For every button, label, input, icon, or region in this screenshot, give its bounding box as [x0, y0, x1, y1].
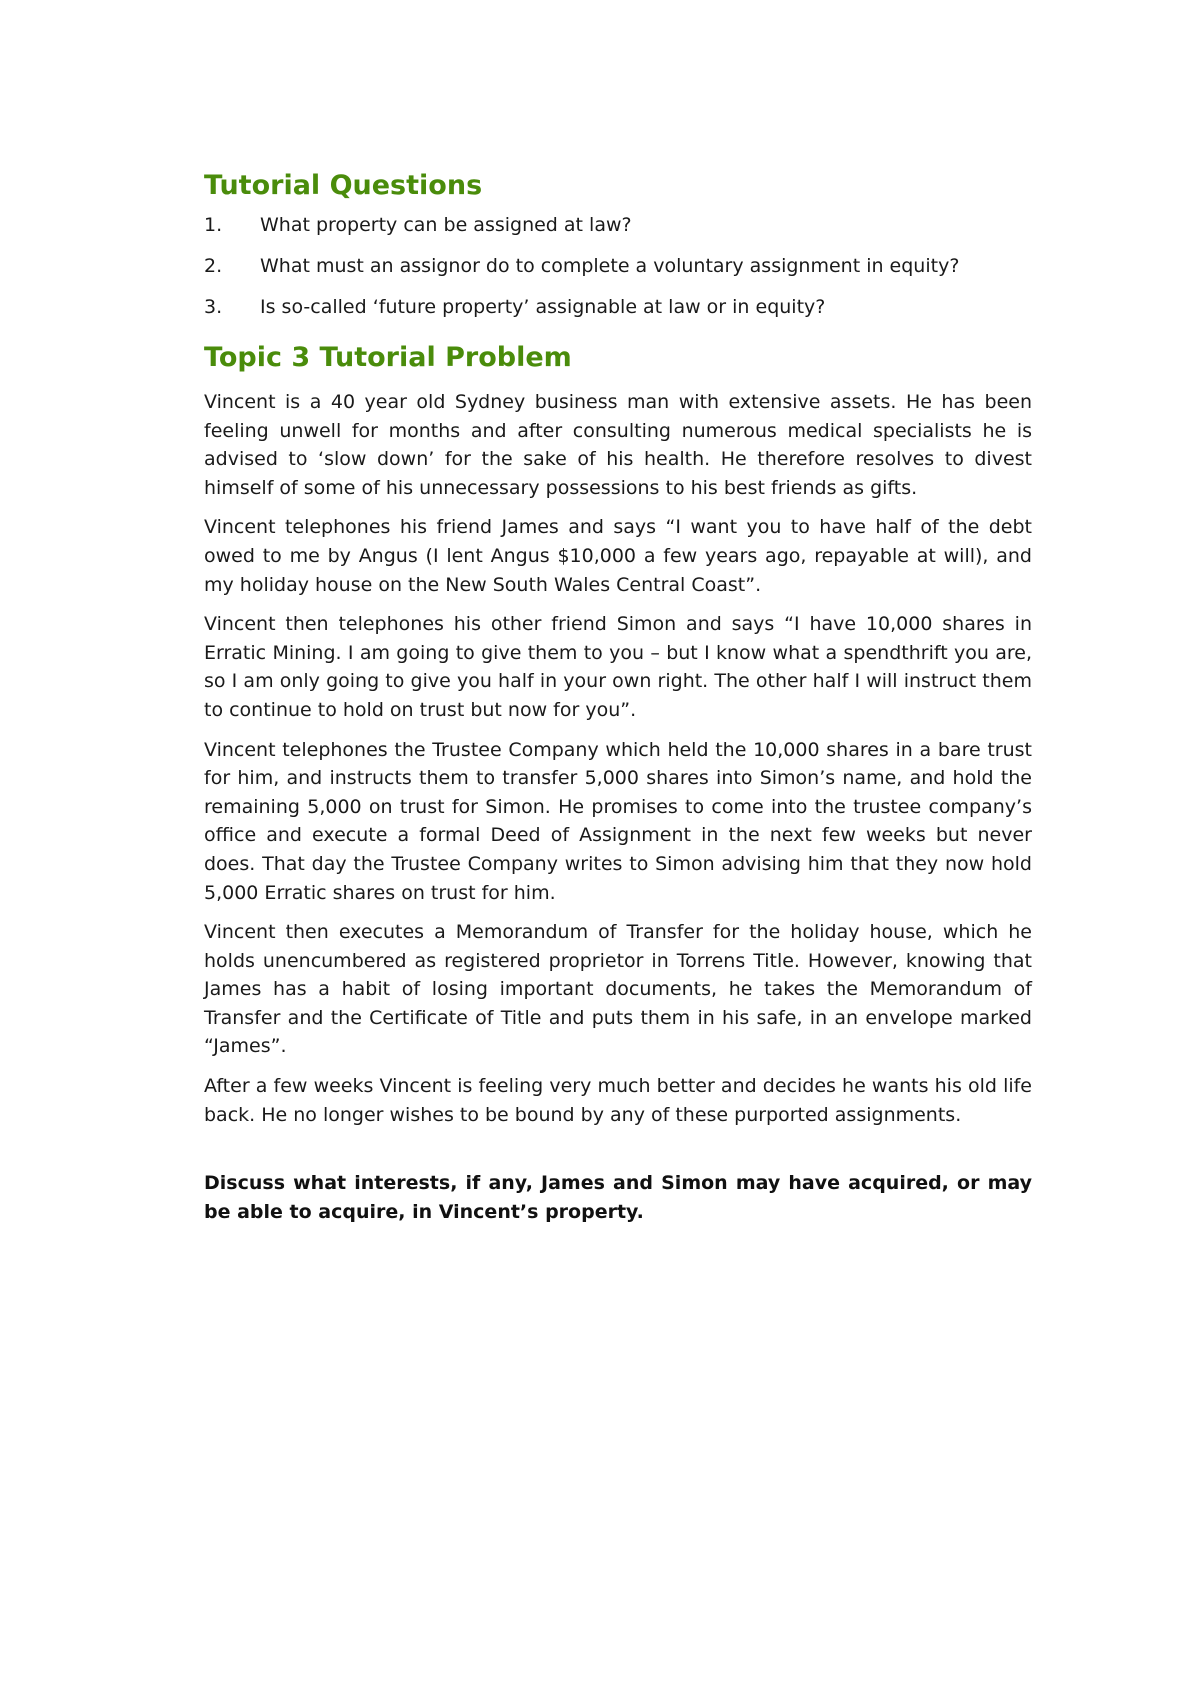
question-number: 1. [204, 214, 223, 236]
problem-paragraph: Vincent is a 40 year old Sydney business man with extensive assets. He has been feeling unwell for months and after consulting numerous medical specialists he is advised to ‘slow down’ for the sake of his health. He therefore resolves to divest himself of some of his unnecessary possessions to his best friends as gifts. [204, 391, 1032, 499]
problem-paragraph: After a few weeks Vincent is feeling very much better and decides he wants his old life back. He no longer wishes to be bound by any of these purported assignments. [204, 1075, 1032, 1126]
question-text: What property can be assigned at law? [260, 214, 632, 236]
problem-paragraph: Vincent then executes a Memorandum of Transfer for the holiday house, which he holds unencumbered as registered proprietor in Torrens Title. However, knowing that James has a habit of losing important documents, he takes the Memorandum of Transfer and the Certificate of Title and puts them in his safe, in an envelope marked “James”. [204, 921, 1032, 1058]
question-text: What must an assignor do to complete a voluntary assignment in equity? [260, 255, 960, 277]
question-item [204, 294, 1032, 320]
question-text: Is so-called ‘future property’ assignable at law or in equity? [260, 296, 826, 318]
discussion-prompt: Discuss what interests, if any, James and Simon may have acquired, or may be able to acquire, in Vincent’s property. [204, 1172, 1032, 1223]
problem-paragraph: Vincent telephones the Trustee Company which held the 10,000 shares in a bare trust for him, and instructs them to transfer 5,000 shares into Simon’s name, and hold the remaining 5,000 on trust for Simon. He promises to come into the trustee company’s office and execute a formal Deed of Assignment in the next few weeks but never does. That day the Trustee Company writes to Simon advising him that they now hold 5,000 Erratic shares on trust for him. [204, 738, 1032, 904]
tutorial-questions-heading: Tutorial Questions [204, 170, 483, 201]
question-number: 3. [204, 296, 223, 318]
problem-body [204, 388, 1032, 1129]
problem-paragraph: Vincent telephones his friend James and says “I want you to have half of the debt owed to me by Angus (I lent Angus $10,000 a few years ago, repayable at will), and my holiday house on the New South Wales Central Coast”. [204, 516, 1032, 596]
problem-paragraph: Vincent then telephones his other friend Simon and says “I have 10,000 shares in Erratic Mining. I am going to give them to you – but I know what a spendthrift you are, so I am only going to give you half in your own right. The other half I will instruct them to continue to hold on trust but now for you”. [204, 613, 1032, 721]
question-item [204, 212, 1032, 238]
question-list [204, 212, 1032, 320]
tutorial-problem-heading: Topic 3 Tutorial Problem [204, 342, 572, 373]
question-item [204, 253, 1032, 279]
question-number: 2. [204, 255, 223, 277]
document-page [204, 168, 1032, 1226]
